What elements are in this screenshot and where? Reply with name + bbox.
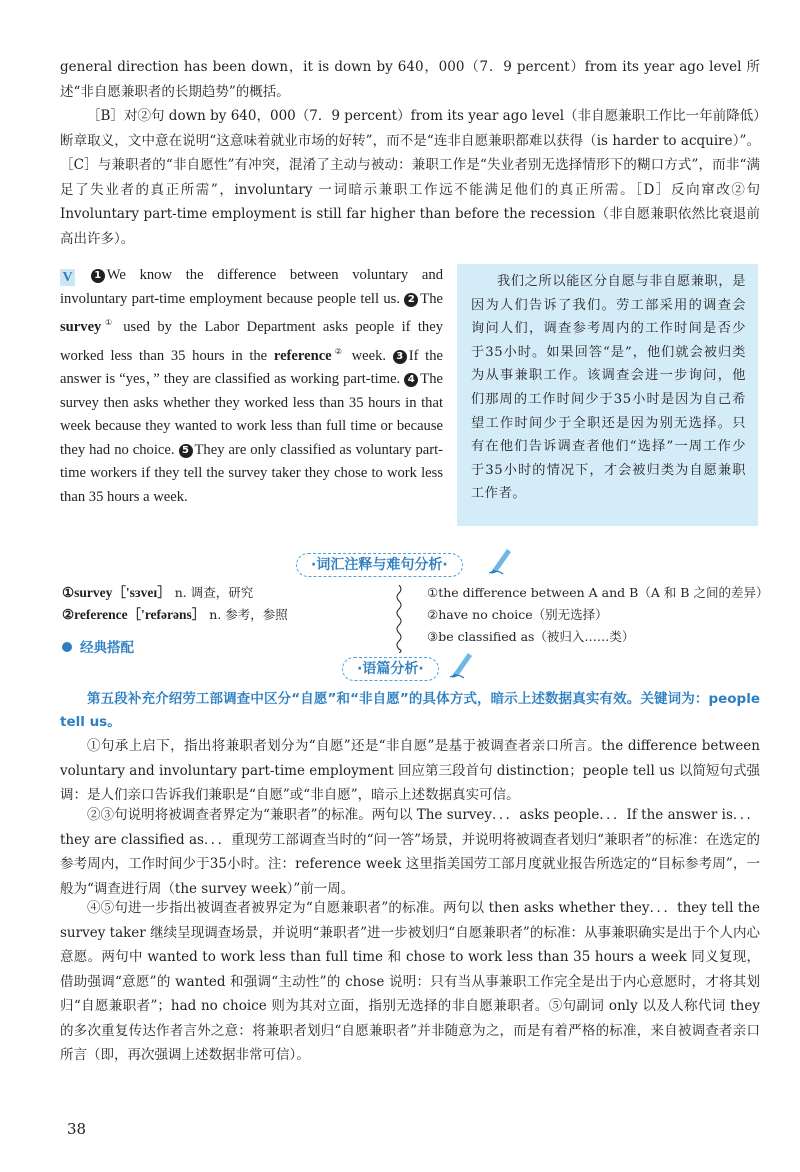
analysis-paragraph-1: ①句承上启下，指出将兼职者划分为“自愿”还是“非自愿”是基于被调查者亲口所言。the difference between voluntary and involuntary part-time employment 回应第三段首句 distinction；people tell us 以简短句式强调：是人们亲口告诉我们兼职是“自愿”或“非自愿”，暗示上述数据真实可信。 [60,738,760,803]
phrase-3: ③be classified as（被归入……类） [427,629,635,644]
sentence-marker-5: 5 [179,444,193,458]
sentence-5: They are only classified as voluntary part-time workers if they tell the survey taker they chose to work less than 35 hours a week. [60,441,443,506]
paragraph-badge: V [60,269,75,286]
phrase-1: ①the difference between A and B（A 和 B 之间的差异） [427,585,769,600]
option-analysis: ［B］对②句 down by 640，000（7．9 percent）from its year ago level（非自愿兼职工作比一年前降低）断章取义，文中意在说明“这意味着就业市场的好转”，而不是“连非自愿兼职都难以获得（is harder to acquire）”。［C］与兼职者的“非自愿性”有冲突，混淆了主动与被动：兼职工作是“失业者别无选择情形下的糊口方式”，而非“满足了失业者的真正所需”，involuntary 一词暗示兼职工作远不能满足他们的真正所需。［D］反向窜改②句 Involuntary part-time employment is still far higher than before the recession（非自愿兼职依然比衰退前高出许多）。 [60,108,760,247]
analysis-section-title: ·语篇分析· [342,657,439,681]
answer-explanation-continued: general direction has been down，it is down by 640，000（7．9 percent）from its year ago level 所述“非自愿兼职者的长期趋势”的概括。 [60,59,760,100]
analysis-paragraph-3: ④⑤句进一步指出被调查者被界定为“自愿兼职者”的标准。两句以 then asks whether they．．．they tell the survey taker 继续呈现调查场景，并说明“兼职者”进一步被划归“自愿兼职者”的标准：从事兼职确实是出于个人内心意愿。两句中 wanted to work less than full time 和 chose to work less than 35 hours a week 同义复现，借助强调“意愿”的 wanted 和强调“主动性”的 chose 说明：只有当从事兼职工作完全是出于内心意愿时，才将其划归“自愿兼职者”；had no choice 则为其对立面，指别无选择的非自愿兼职者。⑤句副词 only 以及人称代词 they 的多次重复传达作者言外之意：将兼职者划归“自愿兼职者”并非随意为之，而是有着严格的标准，来自被调查者亲口所言（即，再次强调上述数据非常可信）。 [60,900,760,1063]
page-number: 38 [67,1120,87,1138]
sentence-marker-4: 4 [404,373,418,387]
sentence-3: If the answer is “yes，” they are classified as working part-time. [60,347,444,388]
analysis-lead: 第五段补充介绍劳工部调查中区分“自愿”和“非自愿”的具体方式，暗示上述数据真实有效。关键词为：people tell us。 [60,691,760,730]
vocab-item-1: ①survey［'sɜveɪ］ n. 调查，研究 [62,585,254,600]
phrase-2: ②have no choice（别无选择） [427,607,608,622]
passage-paragraph-v [60,264,443,510]
note-ref-2: ② [331,346,345,356]
classic-collocation-label: 经典搭配 [62,636,134,656]
sentence-2a: The [420,290,443,307]
sentence-2c: week. [344,347,387,364]
divider-squiggle-icon [394,585,404,653]
analysis-paragraph-2: ②③句说明将被调查者界定为“兼职者”的标准。两句以 The survey．．．asks people．．．If the answer is．．．they are classified as．．．重现劳工部调查当时的“问一答”场景，并说明将被调查者划归“兼职者”的标准：在选定的参考周内，工作时间少于35小时。注：reference week 这里指美国劳工部月度就业报告所选定的“目标参考周”，一般为“调查进行周（the survey week）”前一周。 [60,807,760,897]
sentence-2b: used by the Labor Department asks people if they worked less than 35 hours in the [60,319,443,364]
bullet-dot-icon [62,642,72,652]
pen-icon [448,649,476,679]
sentence-marker-2: 2 [404,293,418,307]
vocab-item-2: ②reference［'refərəns］ n. 参考，参照 [62,607,288,622]
keyword-survey: survey [60,319,102,336]
pen-icon [487,545,515,575]
sentence-marker-3: 3 [393,350,407,364]
keyword-reference: reference [273,347,332,364]
sentence-marker-1: 1 [91,269,105,283]
note-ref-1: ① [101,318,116,328]
sentence-1: We know the difference between voluntary and involuntary part-time employment because people tell us. [60,267,443,307]
translation-box: 我们之所以能区分自愿与非自愿兼职，是因为人们告诉了我们。劳工部采用的调查会询问人们，调查参考周内的工作时间是否少于35小时。如果回答“是”，他们就会被归类为从事兼职工作。该调查会进一步询问，他们那周的工作时间少于35小时是因为自己希望工作时间少于全职还是因为别无选择。只有在他们告诉调查者他们“选择”一周工作少于35小时的情况下，才会被归类为自愿兼职工作者。 [457,264,758,526]
vocab-section-title: ·词汇注释与难句分析· [296,553,463,577]
sentence-4: The survey then asks whether they worked less than 35 hours in that week because they wanted to work less than full time or because they had no choice. [60,371,443,458]
